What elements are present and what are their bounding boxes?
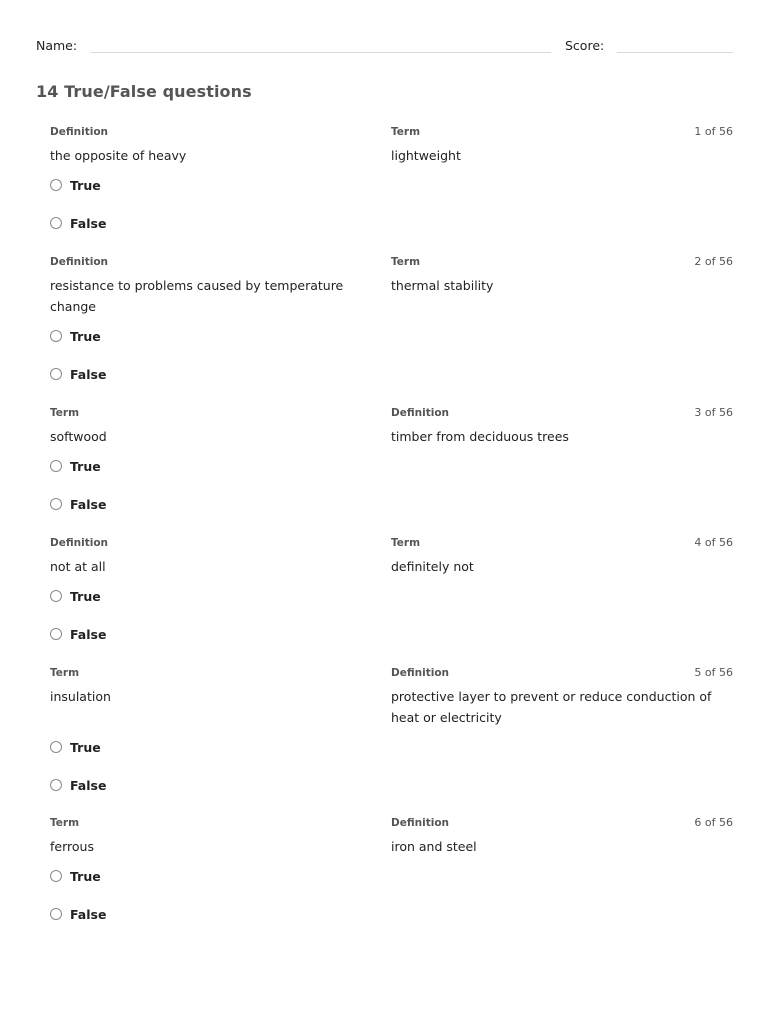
true-option-label: True — [70, 328, 101, 344]
left-value: insulation — [50, 689, 111, 704]
left-value: ferrous — [50, 839, 94, 854]
left-value: softwood — [50, 429, 107, 444]
true-option-label: True — [70, 588, 101, 604]
question-left-column — [50, 666, 355, 707]
false-option-label: False — [70, 215, 107, 231]
question-right-column — [391, 536, 721, 577]
question-counter: 6 of 56 — [694, 816, 733, 829]
false-option-label: False — [70, 777, 107, 793]
radio-circle-icon[interactable] — [50, 779, 62, 791]
right-label: Definition — [391, 407, 450, 419]
left-value: the opposite of heavy — [50, 148, 187, 163]
true-option[interactable] — [50, 868, 101, 884]
left-value: resistance to problems caused by temperature change — [50, 278, 344, 314]
false-option[interactable] — [50, 777, 106, 793]
question-right-column — [391, 816, 721, 857]
right-value: definitely not — [391, 559, 474, 574]
left-value: not at all — [50, 559, 106, 574]
right-value: thermal stability — [391, 278, 494, 293]
right-value: timber from deciduous trees — [391, 429, 569, 444]
radio-circle-icon[interactable] — [50, 217, 62, 229]
question-right-column — [391, 666, 721, 728]
left-label: Definition — [50, 537, 109, 549]
score-label: Score: — [565, 38, 605, 53]
right-label: Term — [391, 256, 421, 268]
question-counter: 5 of 56 — [694, 666, 733, 679]
true-option[interactable] — [50, 328, 101, 344]
right-label: Definition — [391, 817, 450, 829]
left-label: Term — [50, 817, 80, 829]
radio-circle-icon[interactable] — [50, 460, 62, 472]
right-value: lightweight — [391, 148, 461, 163]
true-option[interactable] — [50, 588, 101, 604]
true-option[interactable] — [50, 739, 101, 755]
left-label: Term — [50, 407, 80, 419]
question-counter: 2 of 56 — [694, 255, 733, 268]
radio-circle-icon[interactable] — [50, 590, 62, 602]
radio-circle-icon[interactable] — [50, 628, 62, 640]
right-label: Term — [391, 537, 421, 549]
question-left-column — [50, 125, 355, 166]
name-label: Name: — [36, 38, 78, 53]
false-option-label: False — [70, 906, 107, 922]
score-field[interactable] — [617, 52, 733, 53]
left-label: Definition — [50, 256, 109, 268]
worksheet-header — [36, 36, 733, 56]
radio-circle-icon[interactable] — [50, 330, 62, 342]
left-label: Definition — [50, 126, 109, 138]
radio-circle-icon[interactable] — [50, 498, 62, 510]
radio-circle-icon[interactable] — [50, 741, 62, 753]
right-label: Term — [391, 126, 421, 138]
radio-circle-icon[interactable] — [50, 179, 62, 191]
radio-circle-icon[interactable] — [50, 908, 62, 920]
true-option-label: True — [70, 868, 101, 884]
right-value: protective layer to prevent or reduce conduction of heat or electricity — [391, 689, 712, 725]
radio-circle-icon[interactable] — [50, 368, 62, 380]
question-right-column — [391, 255, 721, 296]
question-left-column — [50, 816, 355, 857]
question-counter: 4 of 56 — [694, 536, 733, 549]
true-option-label: True — [70, 458, 101, 474]
false-option-label: False — [70, 366, 107, 382]
false-option-label: False — [70, 626, 107, 642]
false-option[interactable] — [50, 215, 106, 231]
right-value: iron and steel — [391, 839, 477, 854]
name-field[interactable] — [90, 52, 551, 53]
section-title: 14 True/False questions — [36, 82, 252, 101]
question-right-column — [391, 125, 721, 166]
question-right-column — [391, 406, 721, 447]
false-option-label: False — [70, 496, 107, 512]
true-option[interactable] — [50, 458, 101, 474]
question-left-column — [50, 536, 355, 577]
right-label: Definition — [391, 667, 450, 679]
false-option[interactable] — [50, 366, 106, 382]
left-label: Term — [50, 667, 80, 679]
false-option[interactable] — [50, 496, 106, 512]
question-left-column — [50, 406, 355, 447]
question-left-column — [50, 255, 355, 317]
true-option-label: True — [70, 177, 101, 193]
true-option[interactable] — [50, 177, 101, 193]
false-option[interactable] — [50, 906, 106, 922]
true-option-label: True — [70, 739, 101, 755]
false-option[interactable] — [50, 626, 106, 642]
radio-circle-icon[interactable] — [50, 870, 62, 882]
question-counter: 1 of 56 — [694, 125, 733, 138]
question-counter: 3 of 56 — [694, 406, 733, 419]
